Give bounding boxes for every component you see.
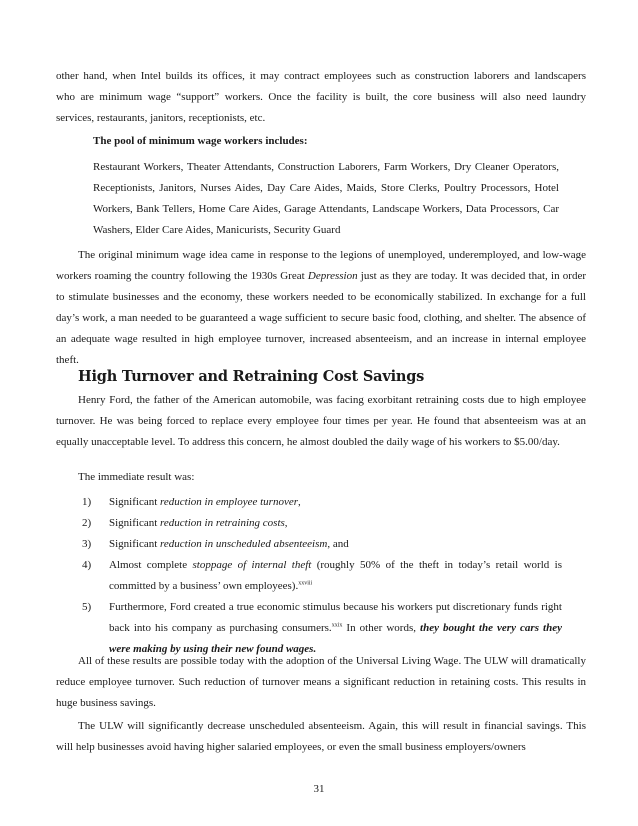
list-emphasis: reduction in employee turnover — [160, 496, 298, 508]
list-item — [82, 492, 562, 513]
depression-term: Depression — [307, 270, 358, 282]
worker-pool-title: The pool of minimum wage workers includes: — [93, 135, 308, 147]
paragraph-henry-ford: Henry Ford, the father of the American automobile, was facing exorbitant retraining costs due to high employee turnover. He was being forced to replace every employee four times per year. He found that absenteeism was at an equally unacceptable level. To address this concern, he almost doubled the daily wage of his workers to $5.00/day. — [56, 394, 586, 448]
list-text: In other words, — [342, 622, 421, 634]
origin-text-after: just as they are today. It was decided that, in order to stimulate businesses and the economy, these workers needed to be economically stabilized. In exchange for a full day’s work, a man needed to be guaranteed a wage sufficient to secure basic food, clothing, and shelter. The absence of an adequate wage resulted in high employee turnover, increased absenteeism, and an increase in internal employee theft. — [56, 270, 587, 366]
list-emphasis: reduction in retraining costs — [160, 517, 285, 529]
intro-line-1: other hand, when Intel builds its offices, it may contract employees such as construction laborers and landscapers — [56, 70, 586, 82]
paragraph-intro — [56, 66, 586, 129]
list-number: 4) — [82, 559, 92, 571]
list-number: 1) — [82, 496, 92, 508]
list-number: 3) — [82, 538, 92, 550]
list-text: Significant — [109, 496, 161, 508]
list-emphasis: reduction in unscheduled absenteeism — [160, 538, 328, 550]
list-text: Significant — [109, 538, 161, 550]
footnote-marker: xxviii — [298, 580, 313, 587]
list-number: 2) — [82, 517, 92, 529]
list-text: Significant — [109, 517, 161, 529]
section-heading: High Turnover and Retraining Cost Savings — [78, 368, 425, 385]
list-bold-emphasis: they bought the very cars they were making by using their new found wages. — [109, 622, 562, 655]
footnote-marker: xxix — [331, 622, 343, 629]
list-emphasis: stoppage of internal theft — [192, 559, 312, 571]
origin-text-before: The original minimum wage idea came in response to the legions of unemployed, underemployed, and low-wage workers roaming the country following the 1930s Great — [56, 249, 586, 282]
list-text: , and — [327, 538, 349, 550]
list-text: (roughly 50% of the theft in today’s retail world is committed by a business’ own employees). — [109, 559, 562, 592]
worker-pool-list: Restaurant Workers, Theater Attendants, Construction Laborers, Farm Workers, Dry Cleaner Operators, Receptionists, Janitors, Nurses Aides, Day Care Aides, Maids, Store Clerks, Poultry Processors, Hotel Workers, Bank Tellers, Home Care Aides, Garage Attendants, Landscape Workers, Data Processors, Car Washers, Elder Care Aides, Manicurists, Security Guard — [93, 161, 559, 236]
page-number: 31 — [313, 783, 325, 795]
list-item — [82, 555, 562, 597]
paragraph-immediate-result: The immediate result was: — [78, 471, 195, 483]
list-item — [82, 534, 562, 555]
list-number: 5) — [82, 601, 92, 613]
intro-line-3: services, restaurants, janitors, receptionists, etc. — [56, 112, 266, 124]
paragraph-ulw-results: All of these results are possible today with the adoption of the Universal Living Wage. The ULW will dramatically reduce employee turnover. Such reduction of turnover means a significant reduction in retaining costs. This results in huge business savings. — [56, 655, 586, 709]
results-list — [82, 492, 562, 660]
paragraph-minimum-wage-origin — [56, 245, 586, 371]
list-text: , — [298, 496, 301, 508]
list-item — [82, 513, 562, 534]
list-text: Almost complete — [109, 559, 193, 571]
list-text: Furthermore, Ford created a true economic stimulus because his workers put discretionary funds right back into his company as purchasing consumers. — [109, 601, 562, 634]
paragraph-ulw-absenteeism: The ULW will significantly decrease unscheduled absenteeism. Again, this will result in financial savings. This will help businesses avoid having higher salaried employees, or even the small business employers/owners — [56, 720, 586, 753]
list-text: , — [284, 517, 288, 529]
intro-line-2: who are minimum wage “support” workers. Once the facility is built, the core business will also need laundry — [56, 91, 586, 103]
